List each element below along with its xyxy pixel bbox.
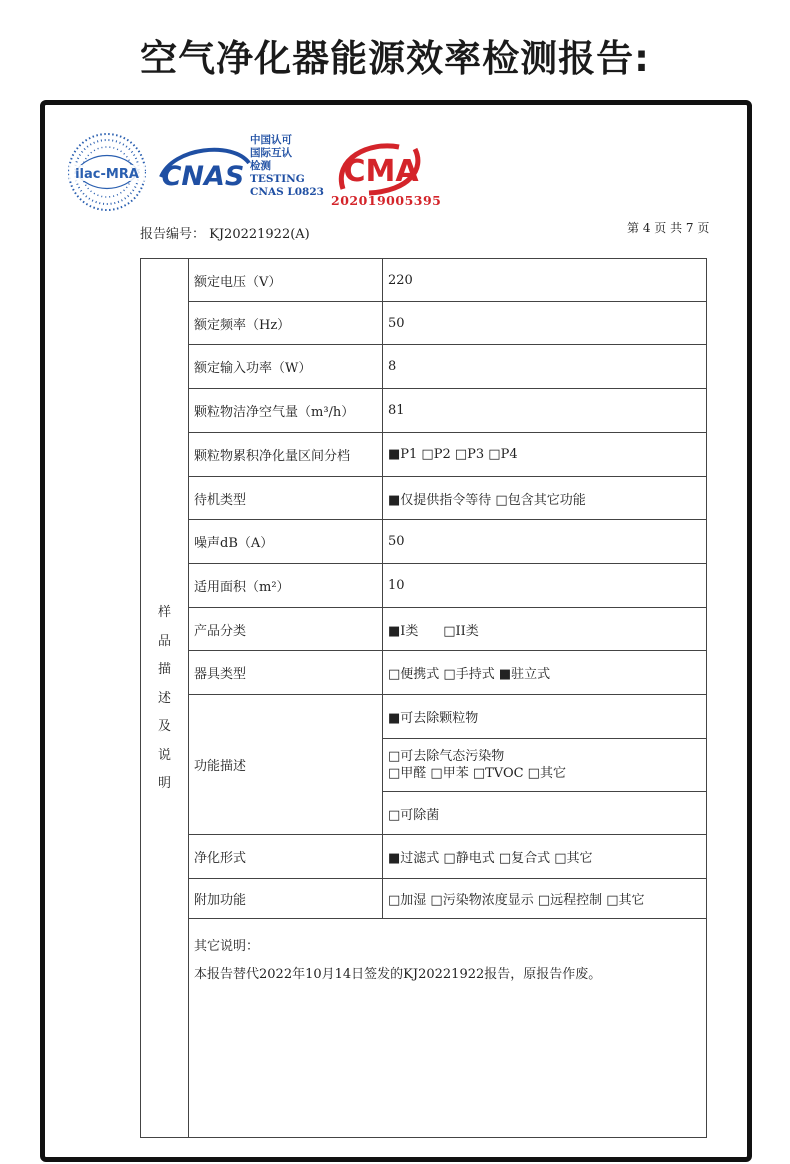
notes-section [188, 919, 706, 1137]
cma-text: CMA [343, 154, 419, 189]
row-value: 220 [388, 272, 413, 288]
row-value: ■可去除颗粒物 [383, 695, 706, 739]
row-label: 待机类型 [188, 477, 383, 519]
row-value: 10 [388, 578, 405, 593]
table-row [188, 520, 706, 564]
side-label-char: 品 [157, 633, 171, 649]
row-label: 器具类型 [188, 651, 383, 694]
ilac-mra-logo [65, 130, 149, 214]
notes-text: 本报告替代2022年10月14日签发的KJ20221922报告，原报告作废。 [194, 967, 602, 982]
row-label: 功能描述 [188, 695, 383, 834]
table-row [188, 477, 706, 520]
page-title: 空气净化器能源效率检测报告: [140, 37, 650, 80]
side-label-char: 明 [157, 776, 171, 791]
sample-description-table [140, 258, 707, 1138]
side-label-char: 述 [157, 690, 171, 706]
ilac-text: ilac-MRA [75, 167, 139, 182]
row-value-line: □可去除气态污染物 [388, 749, 505, 764]
report-number: 报告编号： KJ20221922(A) [140, 227, 310, 242]
report-document [40, 100, 752, 1162]
table-row [188, 389, 706, 433]
row-label: 颗粒物洁净空气量（m³/h） [188, 389, 383, 432]
cnas-caption-line: 国际互认 [250, 147, 292, 159]
cnas-text: CNAS [161, 161, 245, 192]
notes-heading: 其它说明： [194, 939, 260, 954]
table-row [188, 302, 706, 345]
row-value-multiline [383, 739, 706, 792]
cnas-caption-line: CNAS L0823 [250, 186, 324, 198]
side-label-char: 及 [157, 719, 171, 734]
table-row [188, 259, 706, 302]
side-label [141, 599, 188, 799]
row-value: ■P1 □P2 □P3 □P4 [388, 447, 518, 462]
row-value: □便携式 □手持式 ■驻立式 [388, 667, 551, 682]
cma-number: 202019005395 [331, 193, 442, 208]
row-value: ■仅提供指令等待 □包含其它功能 [388, 492, 586, 508]
row-value-line: □甲醛 □甲苯 □TVOC □其它 [388, 766, 566, 781]
row-value: 8 [388, 359, 397, 374]
table-row [188, 564, 706, 608]
cnas-caption [250, 134, 340, 199]
page-number: 第 4 页 共 7 页 [627, 221, 710, 235]
cnas-logo [153, 137, 253, 199]
table-row [188, 608, 706, 651]
row-value: ■I类 □II类 [388, 623, 479, 639]
row-value: □可除菌 [388, 807, 440, 823]
row-label: 产品分类 [188, 608, 383, 650]
table-row [188, 879, 706, 919]
side-label-char: 说 [157, 747, 171, 763]
row-value: 50 [388, 315, 405, 331]
row-label: 净化形式 [188, 835, 383, 878]
row-label: 额定频率（Hz） [188, 302, 383, 344]
side-label-char: 样 [157, 605, 171, 620]
cnas-caption-line: 检测 [250, 160, 271, 172]
cnas-caption-line: TESTING [250, 173, 305, 185]
row-value: □加湿 □污染物浓度显示 □远程控制 □其它 [388, 893, 645, 908]
table-row [188, 651, 706, 695]
table-row [188, 345, 706, 389]
row-label: 适用面积（m²） [188, 564, 383, 607]
side-column [141, 259, 189, 1137]
row-label: 附加功能 [188, 879, 383, 918]
row-label: 额定输入功率（W） [188, 345, 383, 388]
row-value: 81 [388, 403, 405, 418]
row-value: 50 [388, 534, 405, 549]
table-row-function [188, 695, 706, 835]
cma-logo [329, 139, 429, 199]
table-row [188, 835, 706, 879]
side-label-char: 描 [157, 662, 171, 677]
row-label: 噪声dB（A） [188, 520, 383, 563]
row-label: 颗粒物累积净化量区间分档 [188, 433, 383, 476]
cnas-caption-line: 中国认可 [250, 134, 292, 146]
row-value: ■过滤式 □静电式 □复合式 □其它 [388, 851, 593, 866]
row-label: 额定电压（V） [188, 259, 383, 301]
table-row [188, 433, 706, 477]
